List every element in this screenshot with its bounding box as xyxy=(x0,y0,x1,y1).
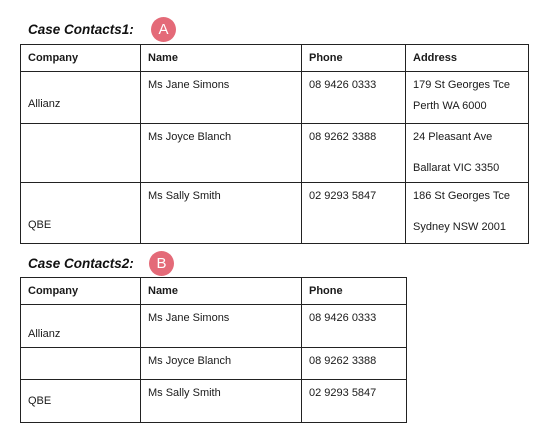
column-header-phone: Phone xyxy=(302,45,406,72)
section-a-title: Case Contacts1: xyxy=(28,22,134,37)
table-b-header-row xyxy=(21,278,407,305)
address-line-2: Ballarat VIC 3350 xyxy=(413,162,500,174)
column-header-phone: Phone xyxy=(302,278,407,305)
phone-cell: 02 9293 5847 xyxy=(302,380,407,423)
name-cell: Ms Joyce Blanch xyxy=(141,124,302,183)
table-row xyxy=(21,305,407,348)
contacts-table-b xyxy=(20,277,407,423)
section-b-title: Case Contacts2: xyxy=(28,256,134,271)
name-cell: Ms Jane Simons xyxy=(141,72,302,124)
column-header-company: Company xyxy=(21,45,141,72)
column-header-company: Company xyxy=(21,278,141,305)
phone-cell: 08 9426 0333 xyxy=(302,72,406,124)
section-a-badge: A xyxy=(151,17,176,42)
name-cell: Ms Sally Smith xyxy=(141,183,302,244)
company-cell: Allianz xyxy=(21,72,141,124)
column-header-address: Address xyxy=(406,45,529,72)
address-cell xyxy=(406,124,529,183)
phone-cell: 08 9262 3388 xyxy=(302,348,407,380)
table-a-header-row xyxy=(21,45,529,72)
section-b-badge: B xyxy=(149,251,174,276)
company-cell: QBE xyxy=(21,380,141,423)
company-cell: QBE xyxy=(21,183,141,244)
column-header-name: Name xyxy=(141,278,302,305)
table-row xyxy=(21,124,529,183)
address-cell xyxy=(406,183,529,244)
table-row xyxy=(21,348,407,380)
phone-cell: 02 9293 5847 xyxy=(302,183,406,244)
phone-cell: 08 9426 0333 xyxy=(302,305,407,348)
company-cell xyxy=(21,348,141,380)
address-line-1: 186 St Georges Tce xyxy=(413,190,511,202)
name-cell: Ms Jane Simons xyxy=(141,305,302,348)
table-row xyxy=(21,183,529,244)
name-cell: Ms Joyce Blanch xyxy=(141,348,302,380)
column-header-name: Name xyxy=(141,45,302,72)
company-cell xyxy=(21,124,141,183)
address-line-1: 24 Pleasant Ave xyxy=(413,131,493,143)
address-line-2: Perth WA 6000 xyxy=(413,100,487,112)
address-line-2: Sydney NSW 2001 xyxy=(413,221,506,233)
name-cell: Ms Sally Smith xyxy=(141,380,302,423)
contacts-table-a xyxy=(20,44,529,244)
phone-cell: 08 9262 3388 xyxy=(302,124,406,183)
address-cell xyxy=(406,72,529,124)
company-cell: Allianz xyxy=(21,305,141,348)
address-line-1: 179 St Georges Tce xyxy=(413,79,511,91)
table-row xyxy=(21,72,529,124)
table-row xyxy=(21,380,407,423)
